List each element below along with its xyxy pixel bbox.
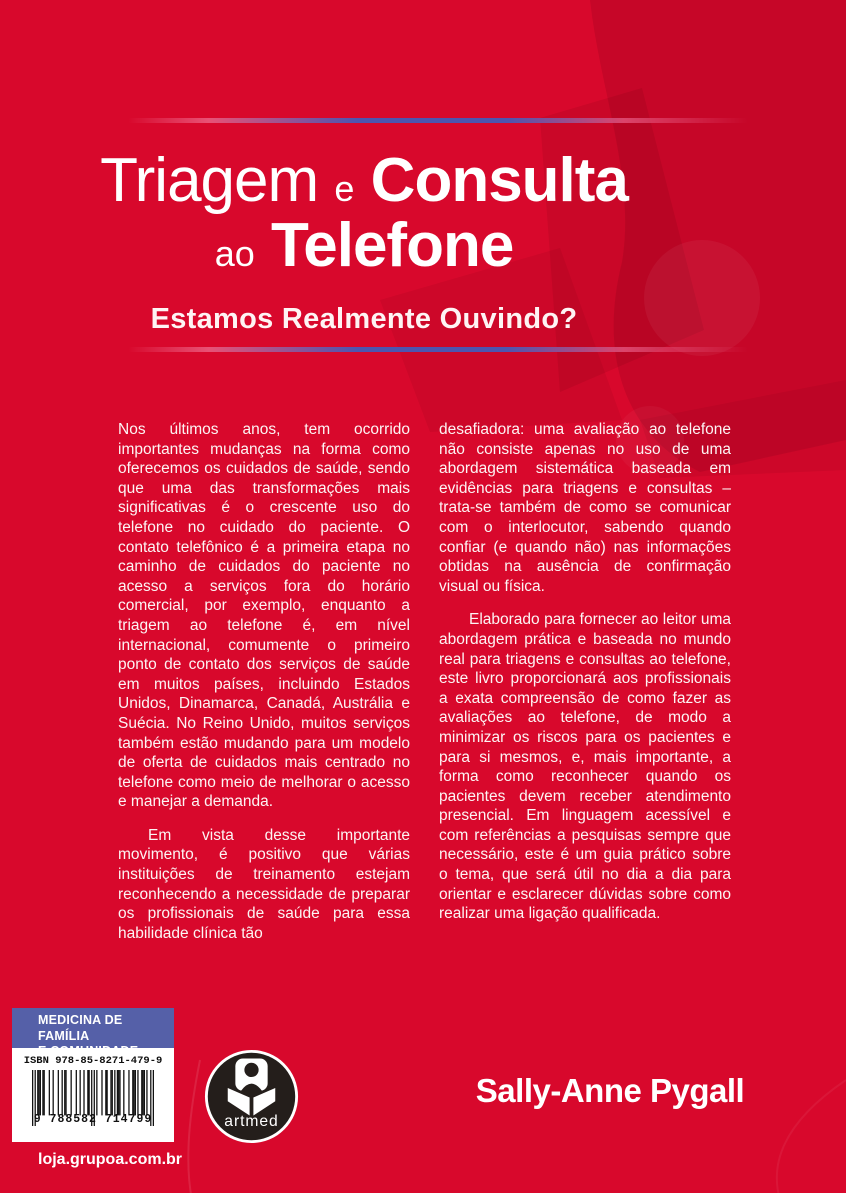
isbn-barcode-box — [12, 1048, 174, 1142]
synopsis-paragraph: Elaborado para fornecer ao leitor uma abordagem prática e baseada no mundo real para triagens e consultas ao telefone, este livro proporcionará aos profissionais a exata compreensão de como fazer as avaliações ao telefone, de modo a minimizar os riscos para os pacientes e para si mesmos, e, mais importante, a forma como reconhecer quando os pacientes devem receber atendimento presencial. Em linguagem acessível e com referências a pesquisas sempre que necessário, este é um guia prático sobre o tema, que será útil no dia a dia para orientar e esclarecer dúvidas sobre como realizar uma ligação qualificada. — [439, 611, 731, 923]
book-subtitle: Estamos Realmente Ouvindo? — [150, 303, 578, 335]
title-word: Consulta — [370, 146, 628, 215]
synopsis-paragraph: Nos últimos anos, tem ocorrido importantes mudanças na forma como oferecemos os cuidados de saúde, sendo que uma das transformações mais significativas é o crescente uso do telefone no cuidado do paciente. O contato telefônico é a primeira etapa no caminho de cuidados do paciente no acesso a serviços fora do horário comercial, por exemplo, enquanto a triagem ao telefone é, em nível internacional, comumente o primeiro ponto de contato dos serviços de saúde em muitos países, incluindo Estados Unidos, Dinamarca, Canadá, Austrália e Suécia. No Reino Unido, muitos serviços também estão mudando para um modelo de oferta de cuidados mais centrado no telefone como meio de melhorar o acesso e manejar a demanda. — [118, 421, 410, 811]
artmed-logo — [204, 1049, 299, 1144]
title-line-2 — [52, 211, 676, 282]
category-badge — [12, 1008, 174, 1048]
title-block — [52, 146, 676, 336]
synopsis-paragraph: desafiadora: uma avaliação ao telefone não consiste apenas no uso de uma abordagem sistemática baseada em evidências para triagens e consultas – trata-se também de como se comunicar com o interlocutor, sabendo quando confiar (e quando não) nas informações obtidas na ausência de confirmação visual ou física. — [439, 421, 731, 595]
title-connector: e — [334, 168, 355, 209]
title-word: Triagem — [100, 146, 319, 215]
isbn-label: ISBN 978-85-8271-479-9 — [23, 1055, 163, 1067]
title-connector: ao — [214, 233, 255, 274]
synopsis-paragraph: Em vista desse importante movimento, é positivo que várias instituições de treinamento estejam reconhecendo a necessidade de preparar os profissionais de saúde para essa habilidade clínica tão — [118, 826, 410, 942]
publisher-wordmark: artmed — [224, 1112, 279, 1130]
barcode-digits: 9 788582 714799 — [33, 1113, 153, 1126]
category-line: MEDICINA DE FAMÍLIA — [38, 1013, 123, 1043]
author-name: Sally-Anne Pygall — [475, 1072, 745, 1109]
bottom-white-strip — [0, 1193, 846, 1200]
synopsis-column-1 — [118, 420, 410, 957]
website-url: loja.grupoa.com.br — [38, 1151, 183, 1168]
title-word: Telefone — [270, 211, 514, 280]
title-line-1 — [52, 146, 676, 217]
gradient-rule-bottom — [128, 347, 748, 352]
synopsis — [118, 420, 732, 957]
book-title — [52, 146, 676, 282]
gradient-rule-top — [128, 118, 748, 123]
synopsis-column-2 — [439, 420, 731, 957]
